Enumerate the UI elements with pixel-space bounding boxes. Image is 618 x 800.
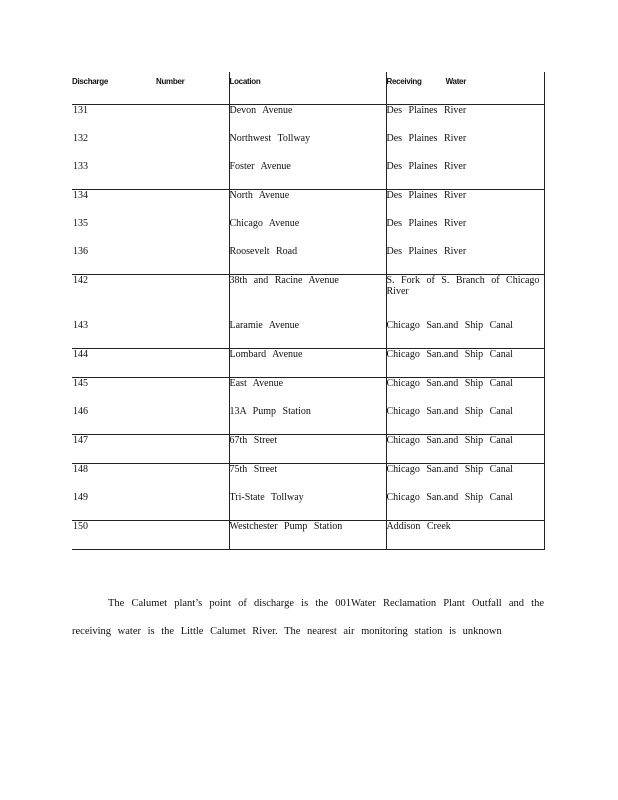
location-cell: Northwest Tollway (229, 133, 386, 161)
discharge-number: 132 (73, 133, 88, 144)
location-cell: Foster Avenue (229, 161, 386, 190)
header-discharge-number (72, 72, 229, 105)
location-cell: Tri-State Tollway (229, 492, 386, 521)
discharge-number: 133 (72, 161, 229, 190)
location-cell: East Avenue (229, 378, 386, 407)
receiving-water-cell: Chicago San.and Ship Canal (386, 406, 544, 435)
table-row (72, 275, 544, 321)
receiving-water-cell: Chicago San.and Ship Canal (386, 378, 544, 407)
location-cell: Laramie Avenue (229, 320, 386, 349)
discharge-number: 145 (73, 378, 88, 389)
header-receiving-water (386, 72, 544, 105)
location-cell: 38th and Racine Avenue (229, 275, 386, 321)
location-cell: North Avenue (229, 190, 386, 219)
discharge-number: 149 (72, 492, 229, 521)
table-row (72, 406, 544, 435)
discharge-number: 135 (73, 218, 88, 229)
table-row (72, 133, 544, 161)
header-location: Location (229, 72, 386, 105)
receiving-water-cell: Des Plaines River (386, 161, 544, 190)
table-row (72, 190, 544, 219)
location-cell: Devon Avenue (229, 105, 386, 134)
table-header-row (72, 72, 544, 105)
header-receiving-label: Receiving (386, 77, 422, 86)
discharge-number: 147 (72, 435, 229, 464)
location-cell: Chicago Avenue (229, 218, 386, 246)
table-row (72, 521, 544, 550)
location-cell: Roosevelt Road (229, 246, 386, 275)
location-cell: 75th Street (229, 464, 386, 493)
table-row (72, 161, 544, 190)
discharge-table (72, 72, 545, 550)
location-cell: 67th Street (229, 435, 386, 464)
discharge-number: 142 (73, 275, 88, 286)
table-row (72, 105, 544, 134)
receiving-water-cell: S. Fork of S. Branch of Chicago River (386, 275, 544, 321)
discharge-number: 136 (72, 246, 229, 275)
table-row (72, 378, 544, 407)
receiving-water-cell: Des Plaines River (386, 133, 544, 161)
discharge-number: 134 (73, 190, 88, 201)
discharge-number: 148 (73, 464, 88, 475)
location-cell: Lombard Avenue (229, 349, 386, 378)
table-row (72, 320, 544, 349)
receiving-water-cell: Addison Creek (386, 521, 544, 550)
discharge-number: 143 (72, 320, 229, 349)
header-number-label: Number (155, 77, 185, 86)
discharge-number: 144 (72, 349, 229, 378)
paragraph-text: The Calumet plant’s point of discharge is the 001Water Reclamation Plant Outfall and the receiving water is the Little Calumet River. The nearest air monitoring station is unknown (72, 598, 544, 637)
receiving-water-cell: Chicago San.and Ship Canal (386, 349, 544, 378)
table-row (72, 435, 544, 464)
receiving-water-cell: Chicago San.and Ship Canal (386, 464, 544, 493)
receiving-water-cell: Des Plaines River (386, 246, 544, 275)
receiving-water-cell: Des Plaines River (386, 218, 544, 246)
receiving-water-cell: Des Plaines River (386, 190, 544, 219)
location-cell: 13A Pump Station (229, 406, 386, 435)
table-row (72, 246, 544, 275)
discharge-number: 150 (72, 521, 229, 550)
table-row (72, 492, 544, 521)
table-row (72, 218, 544, 246)
discharge-number: 146 (72, 406, 229, 435)
receiving-water-cell: Des Plaines River (386, 105, 544, 134)
table-row (72, 349, 544, 378)
header-water-label: Water (445, 77, 467, 86)
receiving-water-cell: Chicago San.and Ship Canal (386, 320, 544, 349)
table-row (72, 464, 544, 493)
receiving-water-cell: Chicago San.and Ship Canal (386, 492, 544, 521)
body-paragraph (72, 590, 544, 646)
header-discharge-label: Discharge (72, 77, 108, 86)
location-cell: Westchester Pump Station (229, 521, 386, 550)
receiving-water-cell: Chicago San.and Ship Canal (386, 435, 544, 464)
discharge-number: 131 (73, 105, 88, 116)
